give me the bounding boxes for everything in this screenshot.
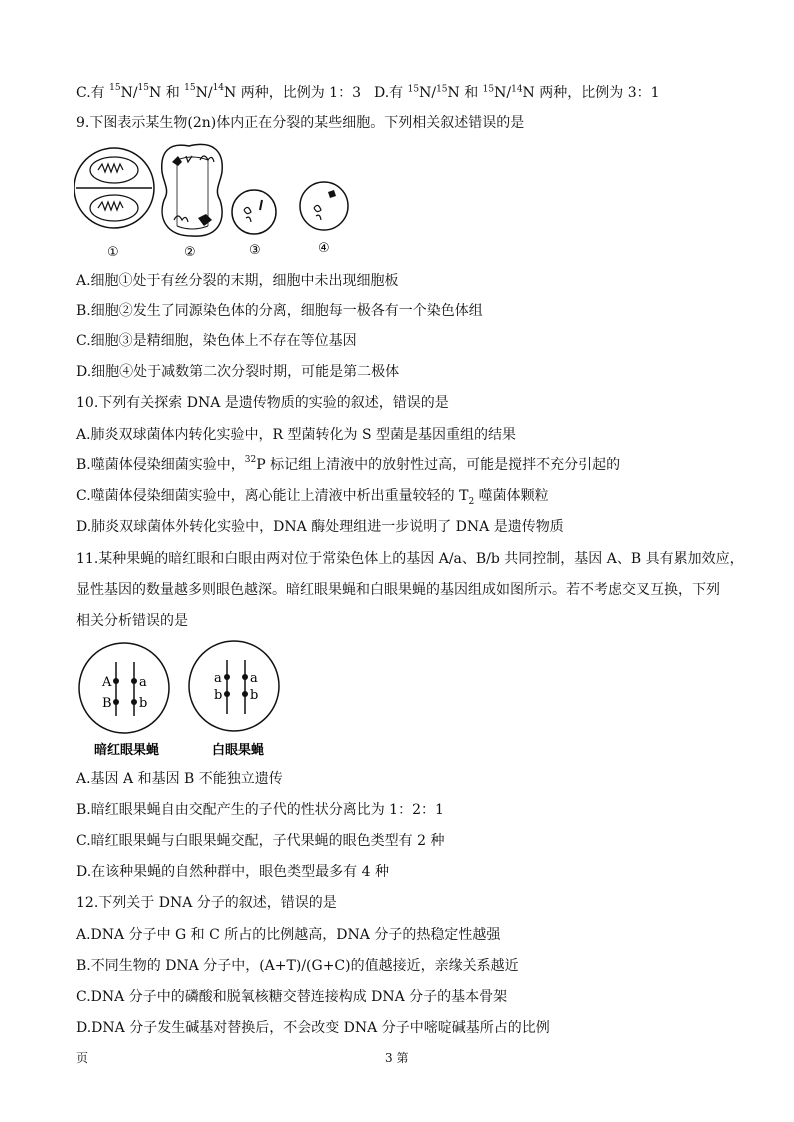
white-eye-label: 白眼果蝇 <box>212 743 265 758</box>
q11-option-b: B.暗红眼果蝇自由交配产生的子代的性状分离比为 1：2：1 <box>76 802 444 818</box>
q11-stem-line-2: 显性基因的数量越多则眼色越深。暗红眼果蝇和白眼果蝇的基因组成如图所示。若不考虑交叉互换，下列 <box>76 582 720 598</box>
q9-option-b: B.细胞②发生了同源染色体的分离，细胞每一极各有一个染色体组 <box>76 303 483 319</box>
white-eye-cell <box>189 641 279 731</box>
q10-option-a: A.肺炎双球菌体内转化实验中，R 型菌转化为 S 型菌是基因重组的结果 <box>76 427 517 443</box>
footer-left: 页 <box>76 1051 89 1065</box>
q12-option-b: B.不同生物的 DNA 分子中，(A+T)/(G+C)的值越接近，亲缘关系越近 <box>76 958 519 974</box>
q9-cell-figure <box>74 138 364 264</box>
gene-b: b <box>139 696 148 711</box>
q10-stem: 10.下列有关探索 DNA 是遗传物质的实验的叙述，错误的是 <box>76 395 449 411</box>
q11-stem-line-1: 11.某种果蝇的暗红眼和白眼由两对位于常染色体上的基因 A/a、B/b 共同控制，基因 A、B 具有累加效应， <box>76 551 744 567</box>
cell-label-4: ④ <box>318 241 330 256</box>
q11-option-c: C.暗红眼果蝇与白眼果蝇交配，子代果蝇的眼色类型有 2 种 <box>76 833 445 849</box>
dark-red-eye-label: 暗红眼果蝇 <box>94 743 160 758</box>
cell-1 <box>74 148 154 228</box>
q10-option-d: D.肺炎双球菌体外转化实验中，DNA 酶处理组进一步说明了 DNA 是遗传物质 <box>76 519 564 535</box>
q11-option-a: A.基因 A 和基因 B 不能独立遗传 <box>76 771 283 787</box>
gene-b-left: b <box>214 688 223 703</box>
cell-label-1: ① <box>107 245 119 260</box>
q12-option-d: D.DNA 分子发生碱基对替换后，不会改变 DNA 分子中嘧啶碱基所占的比例 <box>76 1020 550 1036</box>
gene-A: A <box>102 675 112 690</box>
gene-B: B <box>102 696 112 711</box>
q12-stem: 12.下列关于 DNA 分子的叙述，错误的是 <box>76 895 337 911</box>
q12-option-c: C.DNA 分子中的磷酸和脱氧核糖交替连接构成 DNA 分子的基本骨架 <box>76 989 508 1005</box>
q11-genotype-figure <box>74 636 294 764</box>
cell-4 <box>300 182 348 230</box>
q8-option-c: C.有 $^{15}$N/$^{15}$N 和 $^{15}$N/$^{14}$N 两种，比例为 1：3 <box>76 83 361 101</box>
q10-option-c: C.噬菌体侵染细菌实验中，离心能让上清液中析出重量较轻的 $T_2$ 噬菌体颗粒 <box>76 488 549 507</box>
gene-a-left: a <box>214 671 222 686</box>
q11-stem-line-3: 相关分析错误的是 <box>76 613 188 629</box>
q9-option-a: A.细胞①处于有丝分裂的末期，细胞中未出现细胞板 <box>76 273 399 289</box>
gene-b-right: b <box>250 688 259 703</box>
cell-3 <box>232 190 276 234</box>
cell-label-2: ② <box>184 245 196 260</box>
footer-page-number: 3 第 <box>385 1051 409 1065</box>
q11-option-d: D.在该种果蝇的自然种群中，眼色类型最多有 4 种 <box>76 864 389 880</box>
q10-option-b: B.噬菌体侵染细菌实验中，$^{32}$P 标记组上清液中的放射性过高，可能是搅拌不充分引起的 <box>76 455 621 473</box>
q12-option-a: A.DNA 分子中 G 和 C 所占的比例越高，DNA 分子的热稳定性越强 <box>76 927 501 943</box>
q9-option-c: C.细胞③是精细胞，染色体上不存在等位基因 <box>76 333 357 349</box>
q9-stem: 9.下图表示某生物(2n)体内正在分裂的某些细胞。下列相关叙述错误的是 <box>76 115 525 131</box>
q9-option-d: D.细胞④处于减数第二次分裂时期，可能是第二极体 <box>76 364 400 380</box>
dark-red-eye-cell <box>79 643 169 733</box>
cell-label-3: ③ <box>249 243 261 258</box>
cell-2 <box>162 144 223 236</box>
gene-a-right: a <box>250 671 258 686</box>
q8-option-d: D.有 $^{15}$N/$^{15}$N 和 $^{15}$N/$^{14}$N 两种，比例为 3：1 <box>374 84 660 101</box>
gene-a: a <box>139 675 147 690</box>
